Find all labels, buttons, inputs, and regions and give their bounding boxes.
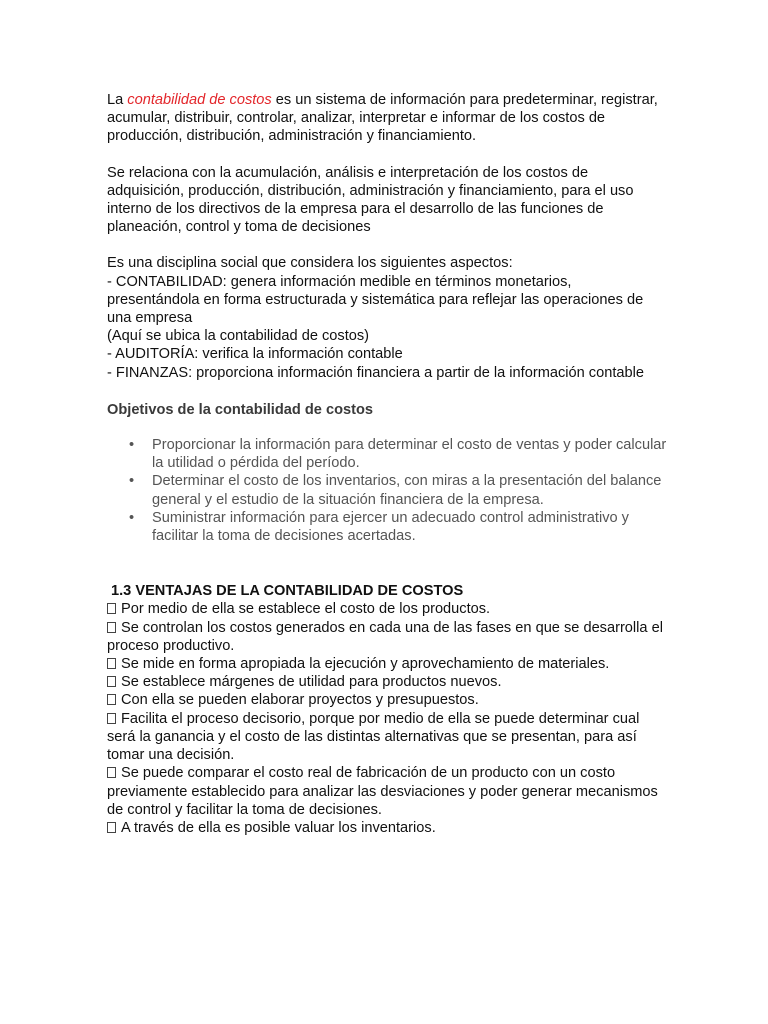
intro-paragraph [107, 91, 667, 146]
bullet-icon: • [129, 509, 135, 526]
objective-text: Proporcionar la información para determinar el costo de ventas y poder calcular la utilidad o pérdida del período. [152, 437, 667, 472]
advantage-item [107, 819, 667, 837]
intro-highlight: contabilidad de costos [127, 92, 272, 108]
advantage-item [107, 691, 667, 709]
aspect-contabilidad: - CONTABILIDAD: genera información medible en términos monetarios, presentándola en forma estructurada y sistemática para reflejar las operaciones de una empresa [107, 273, 644, 327]
checkbox-glyph-icon [107, 603, 116, 614]
advantage-item [107, 673, 667, 691]
advantage-text: Con ella se pueden elaborar proyectos y presupuestos. [121, 692, 479, 709]
checkbox-glyph-icon [107, 713, 116, 724]
checkbox-glyph-icon [107, 767, 116, 778]
intro-prefix: La [107, 92, 128, 108]
objective-item [129, 472, 667, 508]
checkbox-glyph-icon [107, 694, 116, 705]
objective-text: Determinar el costo de los inventarios, con miras a la presentación del balance general y el estudio de la situación financiera de la empresa. [152, 473, 662, 508]
checkbox-glyph-icon [107, 622, 116, 633]
aspects-block [107, 254, 667, 381]
advantage-text: Se mide en forma apropiada la ejecución y aprovechamiento de materiales. [121, 656, 610, 673]
aspects-lead: Es una disciplina social que considera los siguientes aspectos: [107, 255, 513, 272]
advantage-text: Facilita el proceso decisorio, porque por medio de ella se puede determinar cual será la ganancia y el costo de las distintas alternativas que se presentan, para así tomar una decisión. [107, 710, 640, 764]
intro-rest: es un sistema de información para predeterminar, registrar, acumular, distribuir, controlar, analizar, interpretar e informar de los costos de producción, distribución, administración y financiamiento. [107, 92, 658, 145]
objectives-list [107, 436, 667, 545]
advantage-item [107, 655, 667, 673]
aspect-auditoria: - AUDITORÍA: verifica la información contable [107, 346, 403, 363]
advantages-list [107, 600, 667, 837]
advantage-text: A través de ella es posible valuar los inventarios. [121, 819, 436, 836]
advantage-text: Se establece márgenes de utilidad para productos nuevos. [121, 674, 502, 691]
checkbox-glyph-icon [107, 822, 116, 833]
advantages-heading: 1.3 VENTAJAS DE LA CONTABILIDAD DE COSTOS [111, 583, 464, 600]
aspect-finanzas: - FINANZAS: proporciona información financiera a partir de la información contable [107, 364, 644, 381]
objectives-heading: Objetivos de la contabilidad de costos [107, 401, 373, 418]
checkbox-glyph-icon [107, 658, 116, 669]
objective-text: Suministrar información para ejercer un adecuado control administrativo y facilitar la toma de decisiones acertadas. [152, 509, 629, 545]
aspect-note: (Aquí se ubica la contabilidad de costos) [107, 328, 370, 345]
bullet-icon: • [129, 473, 135, 490]
objective-item [129, 509, 667, 545]
advantage-item [107, 600, 667, 618]
document-page [107, 91, 667, 837]
relation-paragraph: Se relaciona con la acumulación, análisis e interpretación de los costos de adquisición, producción, distribución, administración y financiamiento, para el uso interno de los directivos de la empresa para el desarrollo de las funciones de planeación, control y toma de decisiones [107, 164, 634, 236]
advantage-item [107, 619, 667, 655]
advantage-item [107, 764, 667, 819]
advantage-text: Se controlan los costos generados en cada una de las fases en que se desarrolla el proceso productivo. [107, 619, 663, 654]
advantage-item [107, 710, 667, 765]
objective-item [129, 436, 667, 472]
advantage-text: Se puede comparar el costo real de fabricación de un producto con un costo previamente establecido para analizar las desviaciones y poder generar mecanismos de control y facilitar la toma de decisiones. [107, 765, 658, 818]
checkbox-glyph-icon [107, 676, 116, 687]
advantage-text: Por medio de ella se establece el costo de los productos. [121, 601, 491, 618]
bullet-icon: • [129, 437, 135, 454]
